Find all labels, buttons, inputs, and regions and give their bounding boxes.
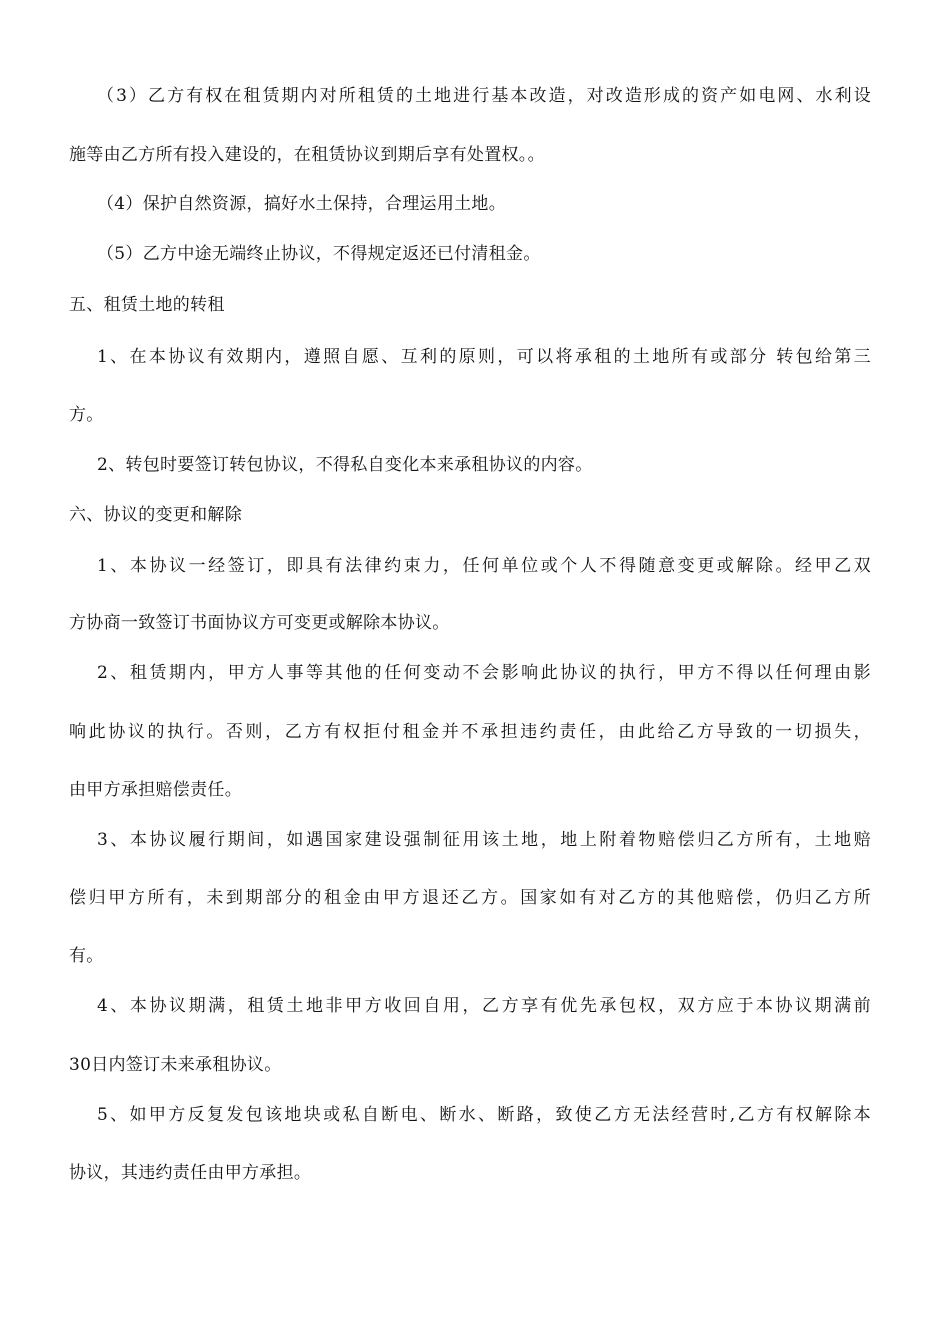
clause-6-5-line-2: 协议，其违约责任由甲方承担。	[69, 1163, 312, 1183]
clause-6-4-line-1: 4、本协议期满，租赁土地非甲方收回自用，乙方享有优先承包权，双方应于本协议期满前	[97, 996, 871, 1016]
clause-6-4-line-2: 30日内签订未来承租协议。	[69, 1055, 282, 1075]
clause-5-2: 2、转包时要签订转包协议，不得私自变化本来承租协议的内容。	[97, 455, 593, 475]
clause-6-2-line-3: 由甲方承担赔偿责任。	[69, 780, 242, 800]
clause-4-3-line-1: （3）乙方有权在租赁期内对所租赁的土地进行基本改造，对改造形成的资产如电网、水利设	[97, 86, 871, 106]
clause-6-2-line-2: 响此协议的执行。否则，乙方有权拒付租金并不承担违约责任，由此给乙方导致的一切损失，	[69, 722, 871, 742]
clause-5-1-line-1: 1、在本协议有效期内，遵照自愿、互利的原则，可以将承租的土地所有或部分 转包给第三	[97, 347, 871, 367]
clause-6-3-line-2: 偿归甲方所有，未到期部分的租金由甲方退还乙方。国家如有对乙方的其他赔偿，仍归乙方所	[69, 888, 871, 908]
clause-6-5-line-1: 5、如甲方反复发包该地块或私自断电、断水、断路，致使乙方无法经营时,乙方有权解除本	[97, 1105, 871, 1125]
clause-4-5: （5）乙方中途无端终止协议，不得规定返还已付清租金。	[97, 244, 541, 264]
clause-5-1-line-2: 方。	[69, 405, 104, 425]
clause-6-3-line-3: 有。	[69, 946, 104, 966]
clause-6-3-line-1: 3、本协议履行期间，如遇国家建设强制征用该土地，地上附着物赔偿归乙方所有，土地赔	[97, 830, 871, 850]
clause-6-2-line-1: 2、租赁期内，甲方人事等其他的任何变动不会影响此协议的执行，甲方不得以任何理由影	[97, 663, 871, 683]
clause-4-4: （4）保护自然资源，搞好水土保持，合理运用土地。	[97, 194, 507, 214]
clause-6-1-line-1: 1、本协议一经签订，即具有法律约束力，任何单位或个人不得随意变更或解除。经甲乙双	[97, 556, 871, 576]
section-5-heading: 五、租赁土地的转租	[69, 295, 225, 315]
section-6-heading: 六、协议的变更和解除	[69, 505, 242, 525]
clause-4-3-line-2: 施等由乙方所有投入建设的，在租赁协议到期后享有处置权。。	[69, 145, 545, 165]
clause-6-1-line-2: 方协商一致签订书面协议方可变更或解除本协议。	[69, 613, 450, 633]
